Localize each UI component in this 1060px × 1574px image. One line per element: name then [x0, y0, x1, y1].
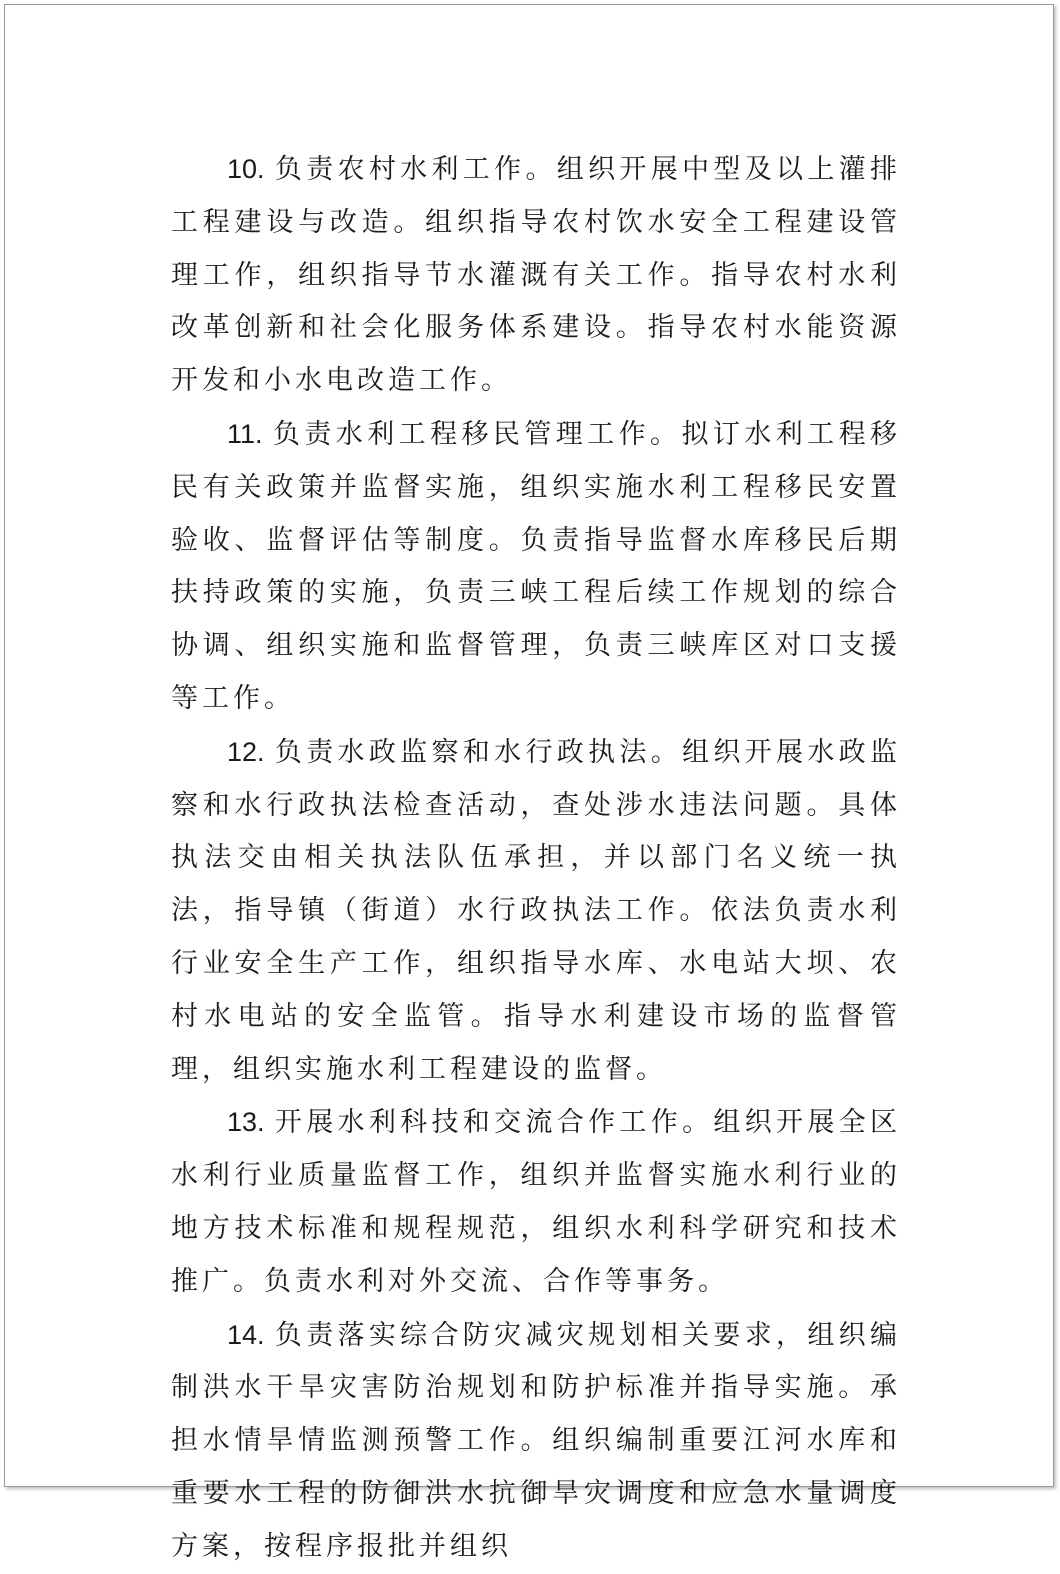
document-page — [4, 4, 1054, 1562]
paragraph-text: 负责农村水利工作。组织开展中型及以上灌排工程建设与改造。组织指导农村饮水安全工程建设管理工作，组织指导节水灌溉有关工作。指导农村水利改革创新和社会化服务体系建设。指导农村水能资源开发和小水电改造工作。 — [171, 154, 901, 397]
paragraph-11 — [171, 408, 901, 726]
paragraph-number: 14. — [227, 1319, 265, 1350]
paragraph-number: 10. — [227, 154, 265, 184]
paragraph-number: 12. — [227, 736, 265, 767]
paragraph-12 — [171, 726, 901, 1097]
document-body — [171, 143, 901, 1574]
paragraph-text: 开展水利科技和交流合作工作。组织开展全区水利行业质量监督工作，组织并监督实施水利行业的地方技术标准和规程规范，组织水利科学研究和技术推广。负责水利对外交流、合作等事务。 — [171, 1107, 901, 1297]
paragraph-13 — [171, 1096, 901, 1308]
paragraph-number: 11. — [227, 418, 263, 449]
paragraph-number: 13. — [227, 1107, 265, 1138]
paragraph-text: 负责水利工程移民管理工作。拟订水利工程移民有关政策并监督实施，组织实施水利工程移民安置验收、监督评估等制度。负责指导监督水库移民后期扶持政策的实施，负责三峡工程后续工作规划的综合协调、组织实施和监督管理，负责三峡库区对口支援等工作。 — [171, 418, 901, 714]
paragraph-10 — [171, 143, 901, 408]
paragraph-text: 负责水政监察和水行政执法。组织开展水政监察和水行政执法检查活动，查处涉水违法问题。具体执法交由相关执法队伍承担，并以部门名义统一执法，指导镇（街道）水行政执法工作。依法负责水利行业安全生产工作，组织指导水库、水电站大坝、农村水电站的安全监管。指导水利建设市场的监督管理，组织实施水利工程建设的监督。 — [171, 736, 901, 1085]
paragraph-text: 负责落实综合防灾减灾规划相关要求，组织编制洪水干旱灾害防治规划和防护标准并指导实施。承担水情旱情监测预警工作。组织编制重要江河水库和重要水工程的防御洪水抗御旱灾调度和应急水量调度方案，按程序报批并组织 — [171, 1319, 901, 1562]
paragraph-14 — [171, 1309, 901, 1574]
